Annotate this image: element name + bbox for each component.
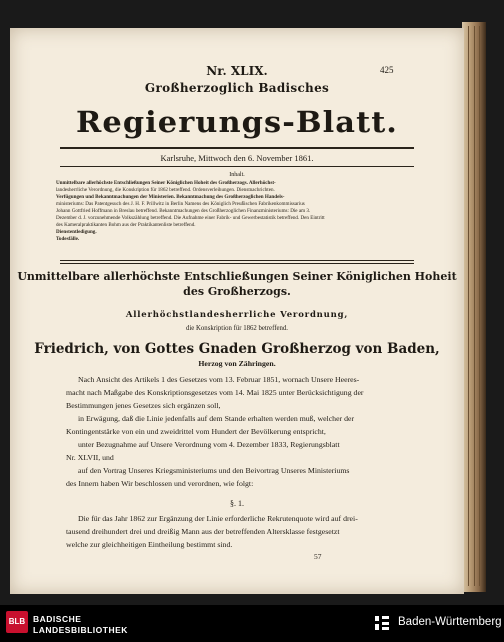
body-line: Bestimmungen jenes Gesetzes sich ergänzen soll,	[66, 401, 221, 410]
state-logo-text: Baden-Württemberg	[398, 616, 502, 628]
contents-line: Johann Gottfried Hoffmann in Breslau betreffend. Bekanntmachungen des Großherzoglichen Finanzministeriums: Die am 3.	[56, 208, 311, 214]
section-heading: des Großherzogs.	[183, 285, 291, 298]
body-line: des Innern haben Wir beschlossen und verordnen, wie folgt:	[66, 479, 254, 488]
paragraph-line: tausend dreihundert drei und dreißig Mann aus der betreffenden Altersklasse festgesetzt	[66, 527, 340, 536]
section-heading: Unmittelbare allerhöchste Entschließungen Seiner Königlichen Hoheit	[17, 270, 457, 283]
gazette-title: Regierungs-Blatt.	[76, 105, 398, 139]
document-page	[10, 28, 464, 594]
contents-line: Dezember d. J. vorzunehmende Volkszählung betreffend. Die Aufnahme einer Fabrik- und Gewerbestatistik betreffend. Den Eintritt	[56, 215, 325, 221]
contents-line: des Kameralpraktikanten Bohm aus der Praktikantenliste betreffend.	[56, 222, 196, 228]
contents-line: Unmittelbare allerhöchste Entschließungen Seiner Königlichen Hoheit des Großherzogs. Allerhöchst-	[56, 180, 276, 186]
library-name-line1: BADISCHE	[33, 614, 82, 624]
paragraph-line: welche zur gleichheitigen Eintheilung bestimmt sind.	[66, 540, 233, 549]
contents-rule	[60, 260, 414, 261]
contents-list	[56, 180, 436, 243]
body-line: auf den Vortrag Unseres Kriegsministeriums und den Beivortrag Unseres Ministeriums	[78, 466, 350, 475]
contents-line: Todesfälle.	[56, 236, 80, 242]
page-number: 425	[380, 65, 394, 75]
paragraph-line: Die für das Jahr 1862 zur Ergänzung der Linie erforderliche Rekrutenquote wird auf drei-	[78, 514, 358, 523]
contents-heading: Inhalt.	[229, 172, 245, 178]
ordinance-subtitle: die Konskription für 1862 betreffend.	[186, 325, 288, 332]
page-edge-line	[479, 26, 480, 586]
body-line: Kontingentstärke von ein und zweidrittel vom Hundert der Bevölkerung entspricht,	[66, 427, 326, 436]
sovereign-title: Friedrich, von Gottes Gnaden Großherzog von Baden,	[34, 341, 440, 357]
signature-page-number: 57	[314, 552, 322, 561]
contents-line: landesherrliche Verordnung, die Konskription für 1862 betreffend. Ordensverleihungen. Dienstnachrichten.	[56, 187, 275, 193]
ordinance-title: Allerhöchstlandesherrliche Verordnung,	[125, 310, 349, 320]
title-rule	[60, 147, 414, 149]
gazette-subtitle: Großherzoglich Badisches	[144, 81, 330, 95]
library-name-line2: LANDESBIBLIOTHEK	[33, 625, 128, 635]
body-line: macht nach Maßgabe des Konskriptionsgesetzes vom 14. Mai 1825 unter Berücksichtigung der	[66, 388, 364, 397]
issue-number: Nr. XLIX.	[206, 64, 268, 78]
dateline-rule	[60, 166, 414, 167]
baden-wuerttemberg-crest-icon	[372, 613, 392, 633]
body-line: unter Bezugnahme auf Unsere Verordnung vom 4. Dezember 1833, Regierungsblatt	[78, 440, 340, 449]
contents-line: Dienstentledigung.	[56, 229, 97, 235]
contents-line: Verfügungen und Bekanntmachungen der Ministerien. Bekanntmachung des Großherzoglichen Handels-	[56, 194, 285, 200]
body-line: Nr. XLVII, und	[66, 453, 114, 462]
contents-line: ministeriums: Das Patentgesuch des J. H. F. Prillwitz in Berlin Namens des Königlich Preußischen Fabrikenkommissarius	[56, 201, 305, 207]
blb-logo: BLB	[6, 611, 28, 633]
body-line: in Erwägung, daß die Linie jedenfalls auf dem Stande erhalten werden muß, welcher der	[78, 414, 355, 423]
sovereign-subtitle: Herzog von Zähringen.	[198, 359, 276, 368]
dateline: Karlsruhe, Mittwoch den 6. November 1861.	[160, 153, 314, 163]
contents-rule	[60, 263, 414, 264]
body-line: Nach Ansicht des Artikels 1 des Gesetzes vom 13. Februar 1851, wornach Unsere Heeres-	[78, 375, 360, 384]
paragraph-mark: §. 1.	[230, 499, 244, 508]
